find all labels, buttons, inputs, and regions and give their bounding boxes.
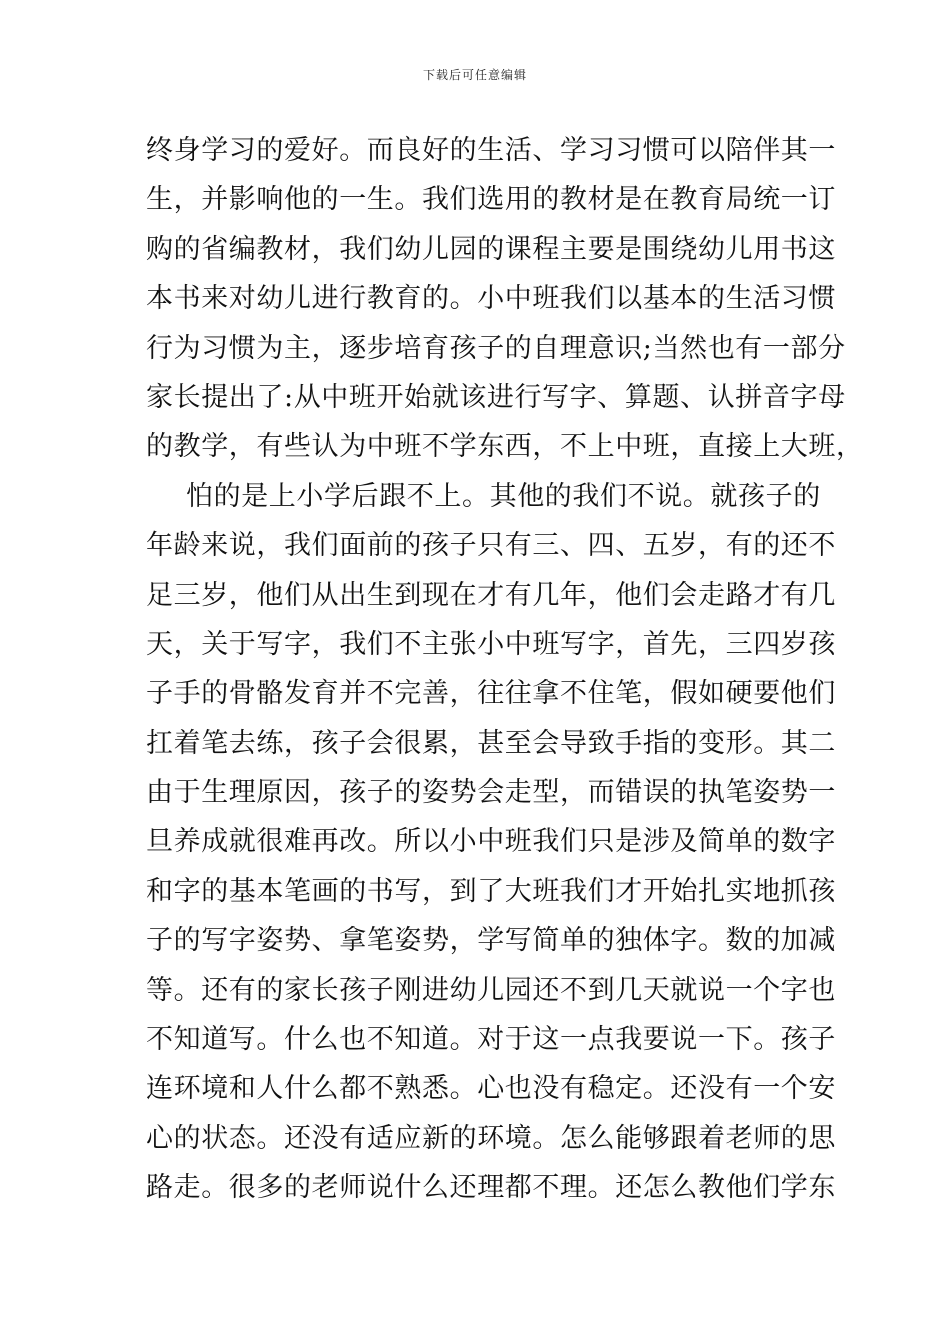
text-line: 家长提出了:从中班开始就该进行写字、算题、认拼音字母 [146,381,846,413]
text-line: 子的写字姿势、拿笔姿势，学写简单的独体字。数的加减 [146,925,836,957]
text-line: 年龄来说，我们面前的孩子只有三、四、五岁，有的还不 [146,530,836,562]
text-line: 的教学，有些认为中班不学东西，不上中班，直接上大班， [146,431,864,463]
text-line: 和字的基本笔画的书写，到了大班我们才开始扎实地抓孩 [146,875,836,907]
text-line: 足三岁，他们从出生到现在才有几年，他们会走路才有几 [146,579,836,611]
text-line: 由于生理原因，孩子的姿势会走型，而错误的执笔姿势一 [146,777,836,809]
page-header: 下载后可任意编辑 [422,68,527,82]
text-line: 天，关于写字，我们不主张小中班写字，首先，三四岁孩 [146,628,836,660]
text-line: 生，并影响他的一生。我们选用的教材是在教育局统一订 [146,184,836,216]
text-line: 不知道写。什么也不知道。对于这一点我要说一下。孩子 [146,1024,836,1056]
text-line: 行为习惯为主，逐步培育孩子的自理意识;当然也有一部分 [146,332,846,364]
text-line: 子手的骨骼发育并不完善，往往拿不住笔，假如硬要他们 [146,678,836,710]
text-line: 旦养成就很难再改。所以小中班我们只是涉及简单的数字 [146,826,836,858]
text-line: 路走。很多的老师说什么还理都不理。还怎么教他们学东 [146,1172,836,1204]
text-line: 终身学习的爱好。而良好的生活、学习习惯可以陪伴其一 [146,135,836,166]
text-line: 等。还有的家长孩子刚进幼儿园还不到几天就说一个字也 [146,974,836,1006]
body-text [146,126,864,1213]
text-line: 连环境和人什么都不熟悉。心也没有稳定。还没有一个安 [146,1073,836,1105]
text-line: 心的状态。还没有适应新的环境。怎么能够跟着老师的思 [146,1122,836,1154]
text-line: 购的省编教材，我们幼儿园的课程主要是围绕幼儿用书这 [146,233,836,265]
text-line: 本书来对幼儿进行教育的。小中班我们以基本的生活习惯 [146,283,836,315]
paragraph-start-line: 怕的是上小学后跟不上。其他的我们不说。就孩子的 [186,480,821,512]
text-line: 扛着笔去练，孩子会很累，甚至会导致手指的变形。其二 [146,727,836,759]
